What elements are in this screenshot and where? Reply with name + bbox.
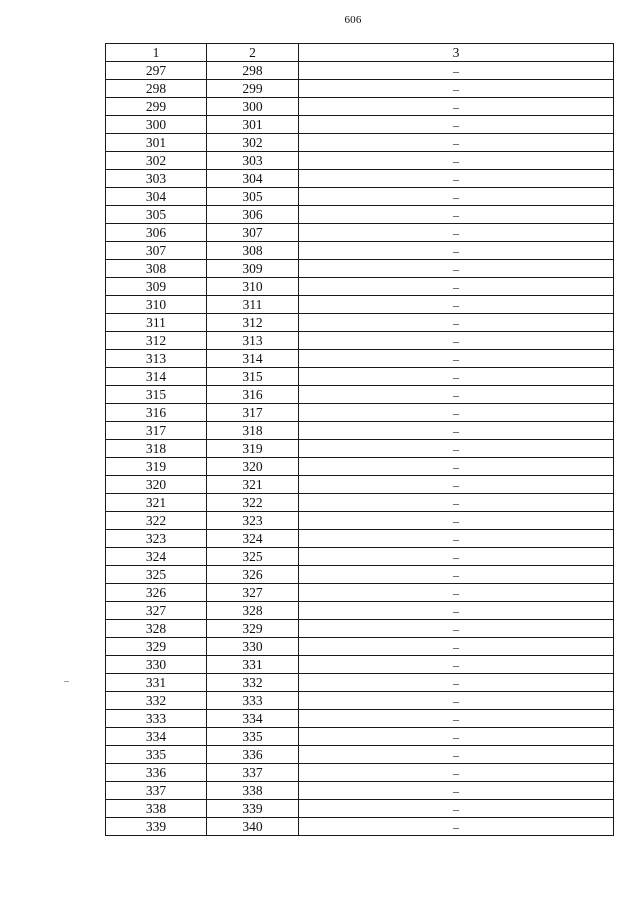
table-cell-col-2: 313 [207, 332, 299, 350]
table-cell-col-1: 333 [106, 710, 207, 728]
table-row [106, 620, 614, 638]
table-cell-col-1: 325 [106, 566, 207, 584]
table-cell-col-2: 326 [207, 566, 299, 584]
table-row [106, 440, 614, 458]
table-cell-col-1: 321 [106, 494, 207, 512]
table-row [106, 152, 614, 170]
table-cell-col-2: 317 [207, 404, 299, 422]
table-cell-col-1: 329 [106, 638, 207, 656]
table-row [106, 314, 614, 332]
table-row [106, 404, 614, 422]
table-cell-col-2: 306 [207, 206, 299, 224]
table-cell-col-3: – [299, 260, 614, 278]
table-row [106, 206, 614, 224]
table-cell-col-2: 328 [207, 602, 299, 620]
table-cell-col-1: 335 [106, 746, 207, 764]
table-cell-col-1: 299 [106, 98, 207, 116]
table-cell-col-2: 302 [207, 134, 299, 152]
table-row [106, 242, 614, 260]
table-cell-col-3: – [299, 710, 614, 728]
table-cell-col-2: 320 [207, 458, 299, 476]
table-cell-col-1: 317 [106, 422, 207, 440]
table-row [106, 188, 614, 206]
table-header [106, 44, 614, 62]
table-cell-col-3: – [299, 674, 614, 692]
table-cell-col-2: 318 [207, 422, 299, 440]
table-cell-col-3: – [299, 296, 614, 314]
table-cell-col-1: 334 [106, 728, 207, 746]
table-cell-col-1: 303 [106, 170, 207, 188]
table-cell-col-3: – [299, 620, 614, 638]
table-row [106, 692, 614, 710]
table-cell-col-3: – [299, 800, 614, 818]
table-cell-col-3: – [299, 584, 614, 602]
table-row [106, 62, 614, 80]
table-cell-col-2: 309 [207, 260, 299, 278]
table-cell-col-1: 300 [106, 116, 207, 134]
table-row [106, 782, 614, 800]
table-row [106, 98, 614, 116]
table-cell-col-1: 339 [106, 818, 207, 836]
table-cell-col-1: 302 [106, 152, 207, 170]
table-row [106, 296, 614, 314]
table-cell-col-3: – [299, 170, 614, 188]
table-cell-col-1: 304 [106, 188, 207, 206]
table-cell-col-2: 316 [207, 386, 299, 404]
table-cell-col-3: – [299, 656, 614, 674]
table-cell-col-2: 307 [207, 224, 299, 242]
table-row [106, 674, 614, 692]
table-cell-col-2: 300 [207, 98, 299, 116]
table-row [106, 764, 614, 782]
table-row [106, 602, 614, 620]
table-row [106, 368, 614, 386]
table-cell-col-1: 314 [106, 368, 207, 386]
column-header-2: 2 [207, 44, 299, 62]
table-cell-col-1: 310 [106, 296, 207, 314]
table-cell-col-1: 323 [106, 530, 207, 548]
table-row [106, 818, 614, 836]
table-cell-col-1: 331 [106, 674, 207, 692]
table-cell-col-2: 304 [207, 170, 299, 188]
table-cell-col-3: – [299, 602, 614, 620]
table-row [106, 494, 614, 512]
table-row [106, 386, 614, 404]
table-cell-col-1: 297 [106, 62, 207, 80]
table-row [106, 566, 614, 584]
table-cell-col-2: 338 [207, 782, 299, 800]
table-cell-col-3: – [299, 368, 614, 386]
data-table [105, 43, 614, 836]
table-row [106, 170, 614, 188]
table-cell-col-2: 336 [207, 746, 299, 764]
table-cell-col-3: – [299, 314, 614, 332]
table-cell-col-1: 337 [106, 782, 207, 800]
table-cell-col-1: 311 [106, 314, 207, 332]
table-row [106, 584, 614, 602]
table-cell-col-1: 330 [106, 656, 207, 674]
table-cell-col-2: 322 [207, 494, 299, 512]
table-row [106, 458, 614, 476]
table-cell-col-1: 332 [106, 692, 207, 710]
table-cell-col-3: – [299, 188, 614, 206]
table-cell-col-1: 338 [106, 800, 207, 818]
table-cell-col-2: 319 [207, 440, 299, 458]
column-header-3: 3 [299, 44, 614, 62]
table-cell-col-2: 327 [207, 584, 299, 602]
table-cell-col-3: – [299, 242, 614, 260]
table-cell-col-3: – [299, 224, 614, 242]
table-cell-col-2: 340 [207, 818, 299, 836]
table-cell-col-3: – [299, 386, 614, 404]
table-cell-col-2: 298 [207, 62, 299, 80]
table-row [106, 530, 614, 548]
table-cell-col-1: 305 [106, 206, 207, 224]
table-cell-col-1: 328 [106, 620, 207, 638]
table-cell-col-1: 320 [106, 476, 207, 494]
table-cell-col-2: 321 [207, 476, 299, 494]
table-cell-col-3: – [299, 512, 614, 530]
table-cell-col-3: – [299, 692, 614, 710]
table-cell-col-1: 308 [106, 260, 207, 278]
table-cell-col-2: 310 [207, 278, 299, 296]
table-cell-col-3: – [299, 746, 614, 764]
table-cell-col-1: 309 [106, 278, 207, 296]
table-cell-col-3: – [299, 278, 614, 296]
table-cell-col-1: 301 [106, 134, 207, 152]
table-cell-col-1: 313 [106, 350, 207, 368]
table-cell-col-1: 324 [106, 548, 207, 566]
table-cell-col-1: 319 [106, 458, 207, 476]
table-row [106, 116, 614, 134]
table-cell-col-3: – [299, 440, 614, 458]
column-header-1: 1 [106, 44, 207, 62]
table-cell-col-3: – [299, 116, 614, 134]
table-cell-col-3: – [299, 494, 614, 512]
table-cell-col-2: 299 [207, 80, 299, 98]
table-row [106, 638, 614, 656]
header-row [106, 44, 614, 62]
table-cell-col-2: 323 [207, 512, 299, 530]
table-cell-col-3: – [299, 548, 614, 566]
table-row [106, 512, 614, 530]
table-cell-col-3: – [299, 350, 614, 368]
table-cell-col-1: 312 [106, 332, 207, 350]
table-row [106, 800, 614, 818]
table-cell-col-3: – [299, 62, 614, 80]
table-cell-col-1: 315 [106, 386, 207, 404]
page-number: 606 [344, 14, 362, 26]
table-row [106, 224, 614, 242]
table-row [106, 350, 614, 368]
table-cell-col-1: 307 [106, 242, 207, 260]
table-cell-col-3: – [299, 638, 614, 656]
table-cell-col-3: – [299, 332, 614, 350]
table-cell-col-2: 331 [207, 656, 299, 674]
table-cell-col-1: 306 [106, 224, 207, 242]
table-cell-col-3: – [299, 728, 614, 746]
table-cell-col-2: 334 [207, 710, 299, 728]
table-cell-col-1: 322 [106, 512, 207, 530]
table-cell-col-3: – [299, 476, 614, 494]
table-cell-col-3: – [299, 80, 614, 98]
table-row [106, 332, 614, 350]
table-row [106, 80, 614, 98]
table-cell-col-3: – [299, 152, 614, 170]
table-cell-col-3: – [299, 782, 614, 800]
table-cell-col-3: – [299, 764, 614, 782]
table-cell-col-2: 314 [207, 350, 299, 368]
table-cell-col-3: – [299, 422, 614, 440]
table-cell-col-3: – [299, 530, 614, 548]
table-row [106, 260, 614, 278]
table-cell-col-3: – [299, 206, 614, 224]
table-cell-col-1: 327 [106, 602, 207, 620]
table-cell-col-3: – [299, 458, 614, 476]
table-cell-col-2: 308 [207, 242, 299, 260]
table-cell-col-2: 335 [207, 728, 299, 746]
table-cell-col-3: – [299, 818, 614, 836]
table-row [106, 548, 614, 566]
table-cell-col-2: 339 [207, 800, 299, 818]
table-cell-col-2: 305 [207, 188, 299, 206]
table-cell-col-3: – [299, 98, 614, 116]
table-row [106, 278, 614, 296]
margin-mark [64, 681, 69, 682]
table-cell-col-2: 312 [207, 314, 299, 332]
table-cell-col-1: 316 [106, 404, 207, 422]
table-cell-col-2: 337 [207, 764, 299, 782]
table-cell-col-3: – [299, 134, 614, 152]
table-row [106, 728, 614, 746]
table-cell-col-1: 336 [106, 764, 207, 782]
table-cell-col-2: 330 [207, 638, 299, 656]
table-cell-col-3: – [299, 404, 614, 422]
table-cell-col-2: 324 [207, 530, 299, 548]
table-cell-col-2: 333 [207, 692, 299, 710]
table-row [106, 476, 614, 494]
table-cell-col-2: 325 [207, 548, 299, 566]
table-row [106, 710, 614, 728]
table-row [106, 746, 614, 764]
table-cell-col-2: 303 [207, 152, 299, 170]
table-row [106, 134, 614, 152]
table-body [106, 62, 614, 836]
table-cell-col-1: 298 [106, 80, 207, 98]
table-cell-col-3: – [299, 566, 614, 584]
table-row [106, 656, 614, 674]
table-cell-col-1: 326 [106, 584, 207, 602]
table-cell-col-2: 332 [207, 674, 299, 692]
table-cell-col-1: 318 [106, 440, 207, 458]
table-row [106, 422, 614, 440]
table-cell-col-2: 301 [207, 116, 299, 134]
table-cell-col-2: 311 [207, 296, 299, 314]
table-cell-col-2: 329 [207, 620, 299, 638]
table-cell-col-2: 315 [207, 368, 299, 386]
